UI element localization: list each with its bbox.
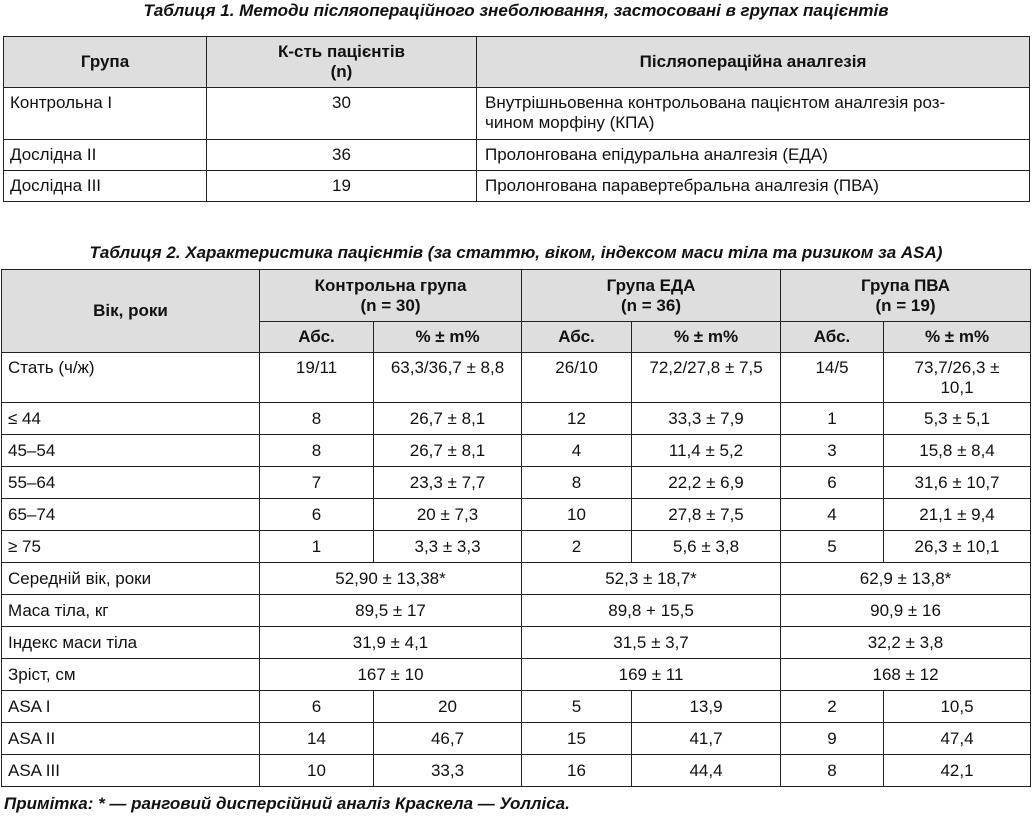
row-label: 55–64 — [2, 467, 260, 499]
subheader-abs: Абс. — [781, 322, 884, 353]
cell-abs: 5 — [522, 691, 632, 723]
cell-abs: 5 — [781, 531, 884, 563]
row-label: 65–74 — [2, 499, 260, 531]
cell-abs: 12 — [522, 403, 632, 435]
cell-abs: 8 — [781, 755, 884, 787]
subheader-percent: % ± m% — [632, 322, 781, 353]
cell-merged: 90,9 ± 16 — [781, 595, 1031, 627]
cell-abs: 8 — [260, 435, 374, 467]
cell-percent: 31,6 ± 10,7 — [884, 467, 1031, 499]
table2-header-row — [2, 270, 1031, 322]
cell-abs: 1 — [260, 531, 374, 563]
cell-percent: 5,3 ± 5,1 — [884, 403, 1031, 435]
cell-percent: 41,7 — [632, 723, 781, 755]
row-label: Середній вік, роки — [2, 563, 260, 595]
cell-count: 30 — [207, 88, 477, 140]
table-row-age — [2, 403, 1031, 435]
cell-merged: 167 ± 10 — [260, 659, 522, 691]
cell-abs: 10 — [522, 499, 632, 531]
table2 — [1, 269, 1031, 787]
cell-merged: 89,8 + 15,5 — [522, 595, 781, 627]
cell-merged: 32,2 ± 3,8 — [781, 627, 1031, 659]
table2-caption: Таблиця 2. Характеристика пацієнтів (за статтю, віком, індексом маси тіла та ризиком за ASA) — [89, 243, 943, 262]
cell-percent: 3,3 ± 3,3 — [374, 531, 522, 563]
table-row-sex — [2, 353, 1031, 403]
table1 — [3, 36, 1030, 202]
cell-percent: 26,7 ± 8,1 — [374, 403, 522, 435]
cell-group: Дослідна III — [4, 171, 207, 202]
cell-abs: 3 — [781, 435, 884, 467]
table1-header-row — [4, 37, 1030, 88]
cell-merged: 89,5 ± 17 — [260, 595, 522, 627]
cell-percent: 27,8 ± 7,5 — [632, 499, 781, 531]
cell-abs: 19/11 — [260, 353, 374, 403]
cell-count: 36 — [207, 140, 477, 171]
table-row-asa — [2, 755, 1031, 787]
cell-abs: 7 — [260, 467, 374, 499]
cell-abs: 2 — [522, 531, 632, 563]
row-label: 45–54 — [2, 435, 260, 467]
row-label: ≤ 44 — [2, 403, 260, 435]
cell-abs: 14 — [260, 723, 374, 755]
table-row-summary — [2, 563, 1031, 595]
cell-merged: 31,9 ± 4,1 — [260, 627, 522, 659]
subheader-percent: % ± m% — [374, 322, 522, 353]
subheader-abs: Абс. — [522, 322, 632, 353]
cell-percent: 72,2/27,8 ± 7,5 — [632, 353, 781, 403]
cell-abs: 26/10 — [522, 353, 632, 403]
cell-percent: 21,1 ± 9,4 — [884, 499, 1031, 531]
cell-percent: 26,7 ± 8,1 — [374, 435, 522, 467]
header-eda-group: Група ЕДА (n = 36) — [522, 270, 781, 322]
cell-percent: 46,7 — [374, 723, 522, 755]
cell-merged: 169 ± 11 — [522, 659, 781, 691]
cell-analgesia: Внутрішньовенна контрольована пацієнтом аналгезія роз- чином морфіну (КПА) — [477, 88, 1030, 140]
table-row — [4, 88, 1030, 140]
cell-percent: 33,3 — [374, 755, 522, 787]
cell-abs: 8 — [260, 403, 374, 435]
row-label: ASA III — [2, 755, 260, 787]
subheader-abs: Абс. — [260, 322, 374, 353]
table1-caption: Таблиця 1. Методи післяопераційного знеболювання, застосовані в групах пацієнтів — [143, 1, 889, 20]
cell-abs: 4 — [522, 435, 632, 467]
row-label: ASA II — [2, 723, 260, 755]
cell-abs: 6 — [260, 499, 374, 531]
cell-analgesia: Пролонгована епідуральна аналгезія (ЕДА) — [477, 140, 1030, 171]
footnote: Примітка: * — ранговий дисперсійний аналіз Краскела — Уолліса. — [4, 794, 570, 813]
subheader-percent: % ± m% — [884, 322, 1031, 353]
cell-percent: 26,3 ± 10,1 — [884, 531, 1031, 563]
cell-abs: 16 — [522, 755, 632, 787]
cell-abs: 6 — [260, 691, 374, 723]
cell-merged: 62,9 ± 13,8* — [781, 563, 1031, 595]
cell-abs: 6 — [781, 467, 884, 499]
cell-merged: 31,5 ± 3,7 — [522, 627, 781, 659]
table-row-age — [2, 499, 1031, 531]
cell-percent: 63,3/36,7 ± 8,8 — [374, 353, 522, 403]
cell-percent: 20 — [374, 691, 522, 723]
row-label: ≥ 75 — [2, 531, 260, 563]
header-group: Група — [4, 37, 207, 88]
cell-percent: 42,1 — [884, 755, 1031, 787]
cell-merged: 168 ± 12 — [781, 659, 1031, 691]
row-label: Стать (ч/ж) — [2, 353, 260, 403]
cell-group: Контрольна I — [4, 88, 207, 140]
cell-count: 19 — [207, 171, 477, 202]
cell-abs: 4 — [781, 499, 884, 531]
table-row-asa — [2, 691, 1031, 723]
table-row-summary — [2, 595, 1031, 627]
table-row — [4, 171, 1030, 202]
table-row-age — [2, 467, 1031, 499]
cell-percent: 47,4 — [884, 723, 1031, 755]
cell-percent: 33,3 ± 7,9 — [632, 403, 781, 435]
header-pva-group: Група ПВА (n = 19) — [781, 270, 1031, 322]
cell-abs: 2 — [781, 691, 884, 723]
cell-abs: 14/5 — [781, 353, 884, 403]
cell-abs: 9 — [781, 723, 884, 755]
cell-merged: 52,3 ± 18,7* — [522, 563, 781, 595]
cell-abs: 8 — [522, 467, 632, 499]
table-row-age — [2, 531, 1031, 563]
cell-analgesia: Пролонгована паравертебральна аналгезія (ПВА) — [477, 171, 1030, 202]
cell-percent: 10,5 — [884, 691, 1031, 723]
header-control-group: Контрольна група (n = 30) — [260, 270, 522, 322]
cell-percent: 5,6 ± 3,8 — [632, 531, 781, 563]
cell-percent: 73,7/26,3 ± 10,1 — [884, 353, 1031, 403]
table-row — [4, 140, 1030, 171]
cell-percent: 23,3 ± 7,7 — [374, 467, 522, 499]
cell-abs: 15 — [522, 723, 632, 755]
cell-abs: 10 — [260, 755, 374, 787]
cell-group: Дослідна II — [4, 140, 207, 171]
row-label: ASA I — [2, 691, 260, 723]
cell-percent: 22,2 ± 6,9 — [632, 467, 781, 499]
cell-abs: 1 — [781, 403, 884, 435]
row-label: Маса тіла, кг — [2, 595, 260, 627]
cell-percent: 13,9 — [632, 691, 781, 723]
cell-percent: 11,4 ± 5,2 — [632, 435, 781, 467]
table-row-age — [2, 435, 1031, 467]
table-row-summary — [2, 627, 1031, 659]
cell-percent: 15,8 ± 8,4 — [884, 435, 1031, 467]
header-analgesia: Післяопераційна аналгезія — [477, 37, 1030, 88]
header-age: Вік, роки — [2, 270, 260, 353]
cell-merged: 52,90 ± 13,38* — [260, 563, 522, 595]
header-patient-count: К-сть пацієнтів (n) — [207, 37, 477, 88]
table-row-summary — [2, 659, 1031, 691]
row-label: Індекс маси тіла — [2, 627, 260, 659]
row-label: Зріст, см — [2, 659, 260, 691]
cell-percent: 44,4 — [632, 755, 781, 787]
cell-percent: 20 ± 7,3 — [374, 499, 522, 531]
table-row-asa — [2, 723, 1031, 755]
